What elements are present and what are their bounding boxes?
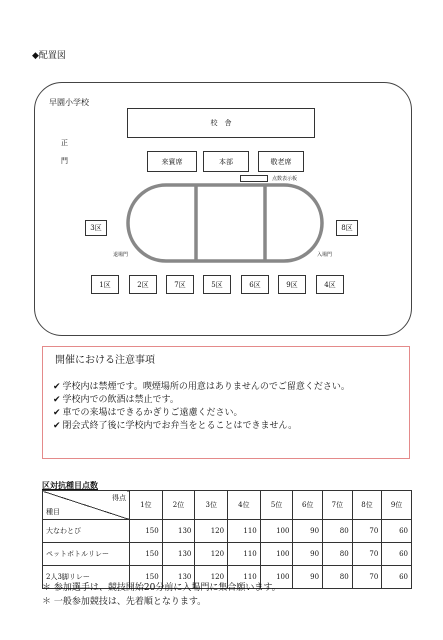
- main-gate-label-2: 門: [61, 157, 68, 165]
- notice-rule: ✔ 学校内での飲酒は禁止です。: [53, 395, 179, 405]
- notice-rule: ✔ 学校内は禁煙です。喫煙場所の用意はありませんのでご留意ください。: [53, 382, 350, 392]
- rank-header: 1位: [130, 491, 163, 520]
- points-cell: 100: [260, 566, 293, 589]
- rank-header: 8位: [352, 491, 382, 520]
- rank-header: 5位: [260, 491, 293, 520]
- points-cell: 70: [352, 543, 382, 566]
- headquarters: 本部: [203, 151, 249, 172]
- district-6: 6区: [241, 275, 269, 294]
- page-heading: ◆配置図: [32, 51, 66, 61]
- corner-cell: [43, 491, 130, 520]
- notice-title: 開催における注意事項: [55, 355, 155, 366]
- table-row: [43, 520, 412, 543]
- rank-header: 4位: [228, 491, 261, 520]
- notice-box: [42, 346, 410, 459]
- layout-map: [34, 82, 412, 336]
- points-cell: 120: [195, 543, 228, 566]
- footnote: ＊ 参加選手は、競技開始20分前に入場門に集合願います。: [42, 583, 281, 593]
- points-cell: 100: [260, 520, 293, 543]
- main-gate-label-1: 正: [61, 139, 68, 147]
- school-name: 早園小学校: [49, 98, 89, 107]
- corner-event-label: 種目: [46, 508, 60, 516]
- district-8: 8区: [336, 220, 358, 236]
- points-cell: 110: [228, 566, 261, 589]
- points-cell: 60: [382, 520, 412, 543]
- running-track: [125, 182, 325, 264]
- district-2: 2区: [129, 275, 157, 294]
- guest-seats: 来賓席: [147, 151, 197, 172]
- checkmark-icon: ✔: [53, 395, 61, 405]
- event-name: 2人3脚リレー: [43, 566, 130, 589]
- district-5: 5区: [203, 275, 231, 294]
- notice-rule: ✔ 閉会式終了後に学校内でお弁当をとることはできません。: [53, 421, 298, 431]
- footnote: ＊ 一般参加競技は、先着順となります。: [42, 597, 207, 607]
- points-cell: 120: [195, 566, 228, 589]
- elderly-seats: 敬老席: [258, 151, 304, 172]
- district-9: 9区: [278, 275, 306, 294]
- points-cell: 150: [130, 520, 163, 543]
- points-cell: 90: [293, 566, 323, 589]
- rank-header: 6位: [293, 491, 323, 520]
- district-4: 4区: [316, 275, 344, 294]
- points-cell: 80: [323, 566, 353, 589]
- points-cell: 150: [130, 566, 163, 589]
- scoreboard-box: [240, 175, 268, 182]
- district-1: 1区: [91, 275, 119, 294]
- table-row: [43, 543, 412, 566]
- points-cell: 70: [352, 520, 382, 543]
- table-header-row: [43, 491, 412, 520]
- rank-header: 7位: [323, 491, 353, 520]
- points-cell: 70: [352, 566, 382, 589]
- points-cell: 130: [162, 520, 195, 543]
- points-cell: 60: [382, 566, 412, 589]
- points-cell: 80: [323, 543, 353, 566]
- points-cell: 110: [228, 543, 261, 566]
- points-cell: 90: [293, 520, 323, 543]
- points-cell: 100: [260, 543, 293, 566]
- notice-rule: ✔ 車での来場はできるかぎりご遠慮ください。: [53, 408, 243, 418]
- checkmark-icon: ✔: [53, 382, 61, 392]
- score-table: [42, 490, 412, 589]
- points-cell: 130: [162, 566, 195, 589]
- points-cell: 130: [162, 543, 195, 566]
- points-cell: 120: [195, 520, 228, 543]
- rank-header: 3位: [195, 491, 228, 520]
- points-cell: 110: [228, 520, 261, 543]
- rank-header: 9位: [382, 491, 412, 520]
- points-cell: 60: [382, 543, 412, 566]
- district-7: 7区: [166, 275, 194, 294]
- checkmark-icon: ✔: [53, 421, 61, 431]
- district-3: 3区: [85, 220, 107, 236]
- entry-gate-label: 入場門: [317, 252, 333, 258]
- scoreboard-label: 点数表示板: [272, 176, 298, 182]
- points-cell: 90: [293, 543, 323, 566]
- points-cell: 150: [130, 543, 163, 566]
- score-table-title: 区対抗種目点数: [42, 480, 98, 490]
- school-building: 校 舎: [127, 108, 315, 138]
- event-name: 大なわとび: [43, 520, 130, 543]
- rank-header: 2位: [162, 491, 195, 520]
- corner-points-label: 得点: [112, 494, 126, 502]
- exit-gate-label: 退場門: [113, 252, 129, 258]
- event-name: ペットボトルリレー: [43, 543, 130, 566]
- checkmark-icon: ✔: [53, 408, 61, 418]
- points-cell: 80: [323, 520, 353, 543]
